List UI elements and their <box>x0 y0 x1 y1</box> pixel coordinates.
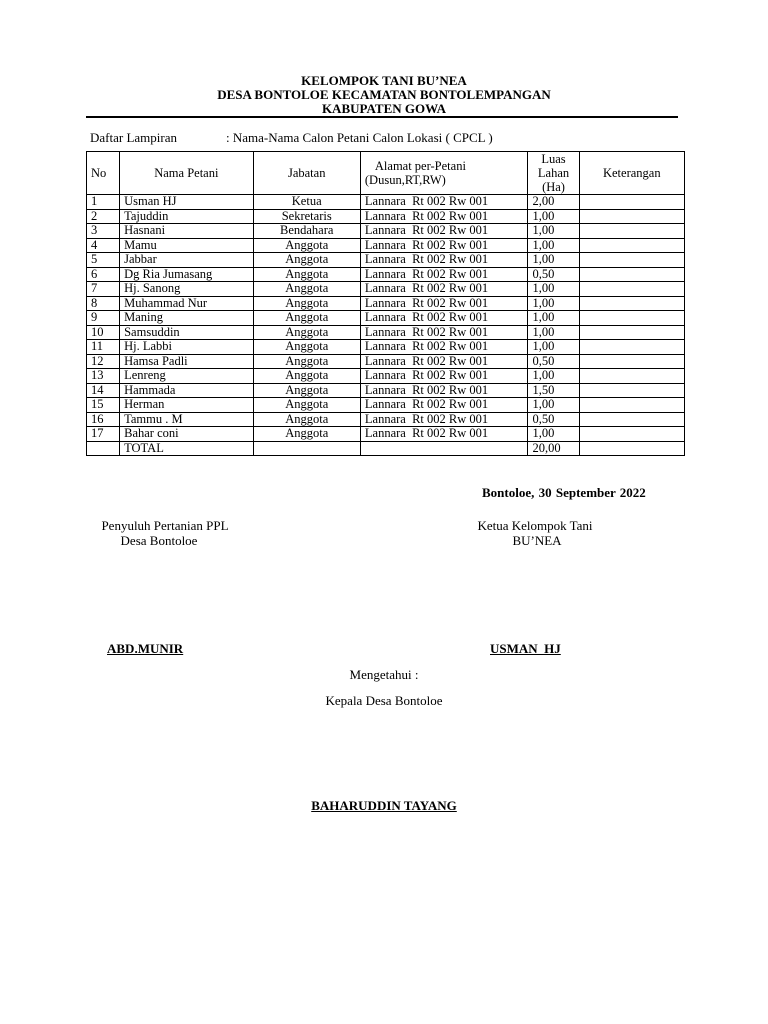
table-body <box>87 195 685 456</box>
cell-luas: 1,00 <box>528 369 579 384</box>
cell-no: 3 <box>87 224 120 239</box>
cell-keterangan <box>579 354 684 369</box>
total-cell-alamat <box>360 441 528 456</box>
col-jabatan: Jabatan <box>253 152 360 195</box>
cell-alamat: Lannara Rt 002 Rw 001 <box>360 412 528 427</box>
cell-jabatan: Ketua <box>253 195 360 210</box>
header-line-2: DESA BONTOLOE KECAMATAN BONTOLEMPANGAN <box>217 87 551 102</box>
cell-no: 11 <box>87 340 120 355</box>
table-row <box>87 383 685 398</box>
cell-no: 10 <box>87 325 120 340</box>
cell-keterangan <box>579 412 684 427</box>
left-signer-name: ABD.MUNIR <box>107 641 184 656</box>
header-line-3: KABUPATEN GOWA <box>321 101 447 116</box>
cell-keterangan <box>579 209 684 224</box>
table-row <box>87 311 685 326</box>
cell-alamat: Lannara Rt 002 Rw 001 <box>360 267 528 282</box>
col-alamat-line-2: (Dusun,RT,RW) <box>364 173 446 187</box>
cell-luas: 0,50 <box>528 412 579 427</box>
table-row <box>87 238 685 253</box>
cell-luas: 1,00 <box>528 238 579 253</box>
col-alamat-line-1: Alamat per-Petani <box>374 159 466 173</box>
cell-no: 9 <box>87 311 120 326</box>
cell-jabatan: Anggota <box>253 383 360 398</box>
cell-nama: Bahar coni <box>120 427 253 442</box>
table-row <box>87 412 685 427</box>
mengetahui-label: Mengetahui : <box>349 667 419 682</box>
cell-jabatan: Anggota <box>253 398 360 413</box>
cell-jabatan: Anggota <box>253 354 360 369</box>
cell-keterangan <box>579 253 684 268</box>
cell-jabatan: Anggota <box>253 311 360 326</box>
cell-nama: Hj. Labbi <box>120 340 253 355</box>
cell-alamat: Lannara Rt 002 Rw 001 <box>360 369 528 384</box>
cell-jabatan: Anggota <box>253 253 360 268</box>
col-luas-line-2: Lahan <box>537 166 570 180</box>
table-row <box>87 296 685 311</box>
cell-nama: Hamsa Padli <box>120 354 253 369</box>
cell-keterangan <box>579 267 684 282</box>
cell-alamat: Lannara Rt 002 Rw 001 <box>360 209 528 224</box>
cell-no: 4 <box>87 238 120 253</box>
cell-nama: Muhammad Nur <box>120 296 253 311</box>
cell-luas: 1,00 <box>528 209 579 224</box>
cell-keterangan <box>579 238 684 253</box>
cell-keterangan <box>579 282 684 297</box>
total-luas: 20,00 <box>528 441 579 456</box>
cell-no: 15 <box>87 398 120 413</box>
cell-nama: Hammada <box>120 383 253 398</box>
cell-alamat: Lannara Rt 002 Rw 001 <box>360 354 528 369</box>
cell-keterangan <box>579 369 684 384</box>
cell-luas: 1,00 <box>528 398 579 413</box>
cell-keterangan <box>579 340 684 355</box>
cell-jabatan: Anggota <box>253 427 360 442</box>
cell-jabatan: Anggota <box>253 282 360 297</box>
cell-jabatan: Anggota <box>253 369 360 384</box>
cpcl-table <box>86 151 685 456</box>
table-row <box>87 354 685 369</box>
total-cell-jabatan <box>253 441 360 456</box>
total-cell-keterangan <box>579 441 684 456</box>
cell-nama: Mamu <box>120 238 253 253</box>
cell-luas: 1,00 <box>528 311 579 326</box>
cell-jabatan: Anggota <box>253 340 360 355</box>
cell-jabatan: Anggota <box>253 267 360 282</box>
cell-alamat: Lannara Rt 002 Rw 001 <box>360 282 528 297</box>
cell-nama: Usman HJ <box>120 195 253 210</box>
kepala-desa-name: BAHARUDDIN TAYANG <box>311 798 457 813</box>
cell-no: 14 <box>87 383 120 398</box>
cell-keterangan <box>579 398 684 413</box>
table-row <box>87 209 685 224</box>
cell-luas: 1,00 <box>528 296 579 311</box>
col-luas-line-3: (Ha) <box>542 180 565 194</box>
cell-nama: Tammu . M <box>120 412 253 427</box>
col-luas <box>528 152 579 195</box>
cell-alamat: Lannara Rt 002 Rw 001 <box>360 383 528 398</box>
cell-no: 17 <box>87 427 120 442</box>
place-date: Bontoloe, 30 September 2022 <box>482 485 646 500</box>
cell-luas: 2,00 <box>528 195 579 210</box>
cell-no: 12 <box>87 354 120 369</box>
cell-nama: Hj. Sanong <box>120 282 253 297</box>
cell-nama: Herman <box>120 398 253 413</box>
cell-nama: Hasnani <box>120 224 253 239</box>
cell-nama: Samsuddin <box>120 325 253 340</box>
header-divider <box>86 116 678 118</box>
cell-keterangan <box>579 224 684 239</box>
cell-jabatan: Bendahara <box>253 224 360 239</box>
cell-jabatan: Anggota <box>253 412 360 427</box>
cell-jabatan: Sekretaris <box>253 209 360 224</box>
cell-alamat: Lannara Rt 002 Rw 001 <box>360 427 528 442</box>
left-signer-title-2: Desa Bontoloe <box>120 533 198 548</box>
table-row <box>87 253 685 268</box>
cell-luas: 1,00 <box>528 224 579 239</box>
table-row <box>87 398 685 413</box>
kepala-desa-title: Kepala Desa Bontoloe <box>325 693 443 708</box>
cell-jabatan: Anggota <box>253 325 360 340</box>
cell-alamat: Lannara Rt 002 Rw 001 <box>360 398 528 413</box>
cell-no: 6 <box>87 267 120 282</box>
cell-keterangan <box>579 296 684 311</box>
cell-no: 2 <box>87 209 120 224</box>
cell-luas: 1,00 <box>528 340 579 355</box>
lampiran-label: Daftar Lampiran <box>90 130 177 145</box>
cell-alamat: Lannara Rt 002 Rw 001 <box>360 311 528 326</box>
right-signer-title-2: BU’NEA <box>512 533 562 548</box>
right-signer-title-1: Ketua Kelompok Tani <box>477 518 593 533</box>
col-alamat <box>360 152 528 195</box>
cell-no: 16 <box>87 412 120 427</box>
cell-jabatan: Anggota <box>253 238 360 253</box>
total-label: TOTAL <box>120 441 253 456</box>
left-signer-title-1: Penyuluh Pertanian PPL <box>101 518 229 533</box>
col-nama: Nama Petani <box>120 152 253 195</box>
col-keterangan: Keterangan <box>579 152 684 195</box>
cell-keterangan <box>579 325 684 340</box>
cell-alamat: Lannara Rt 002 Rw 001 <box>360 253 528 268</box>
table-row <box>87 369 685 384</box>
cell-nama: Tajuddin <box>120 209 253 224</box>
total-row <box>87 441 685 456</box>
cell-alamat: Lannara Rt 002 Rw 001 <box>360 296 528 311</box>
cell-keterangan <box>579 195 684 210</box>
cell-luas: 0,50 <box>528 354 579 369</box>
lampiran-value: : Nama-Nama Calon Petani Calon Lokasi ( CPCL ) <box>226 130 493 145</box>
cell-luas: 1,00 <box>528 325 579 340</box>
cell-keterangan <box>579 427 684 442</box>
table-row <box>87 427 685 442</box>
cell-alamat: Lannara Rt 002 Rw 001 <box>360 224 528 239</box>
table-row <box>87 195 685 210</box>
cell-nama: Jabbar <box>120 253 253 268</box>
cell-nama: Dg Ria Jumasang <box>120 267 253 282</box>
cell-no: 8 <box>87 296 120 311</box>
table-row <box>87 325 685 340</box>
cell-alamat: Lannara Rt 002 Rw 001 <box>360 325 528 340</box>
total-cell-no <box>87 441 120 456</box>
col-no: No <box>87 152 120 195</box>
cell-luas: 1,00 <box>528 427 579 442</box>
cell-luas: 1,00 <box>528 253 579 268</box>
table-row <box>87 224 685 239</box>
cell-jabatan: Anggota <box>253 296 360 311</box>
col-luas-line-1: Luas <box>541 152 566 166</box>
cell-alamat: Lannara Rt 002 Rw 001 <box>360 238 528 253</box>
table-header-row <box>87 152 685 195</box>
right-signer-name: USMAN HJ <box>490 641 561 656</box>
cell-nama: Lenreng <box>120 369 253 384</box>
table-row <box>87 267 685 282</box>
cell-luas: 0,50 <box>528 267 579 282</box>
cell-alamat: Lannara Rt 002 Rw 001 <box>360 195 528 210</box>
cell-alamat: Lannara Rt 002 Rw 001 <box>360 340 528 355</box>
cell-no: 1 <box>87 195 120 210</box>
cell-no: 7 <box>87 282 120 297</box>
cell-no: 5 <box>87 253 120 268</box>
table-row <box>87 282 685 297</box>
cell-nama: Maning <box>120 311 253 326</box>
cell-luas: 1,50 <box>528 383 579 398</box>
table-row <box>87 340 685 355</box>
cell-keterangan <box>579 311 684 326</box>
header-line-1: KELOMPOK TANI BU’NEA <box>301 73 467 88</box>
cell-luas: 1,00 <box>528 282 579 297</box>
cell-keterangan <box>579 383 684 398</box>
cell-no: 13 <box>87 369 120 384</box>
